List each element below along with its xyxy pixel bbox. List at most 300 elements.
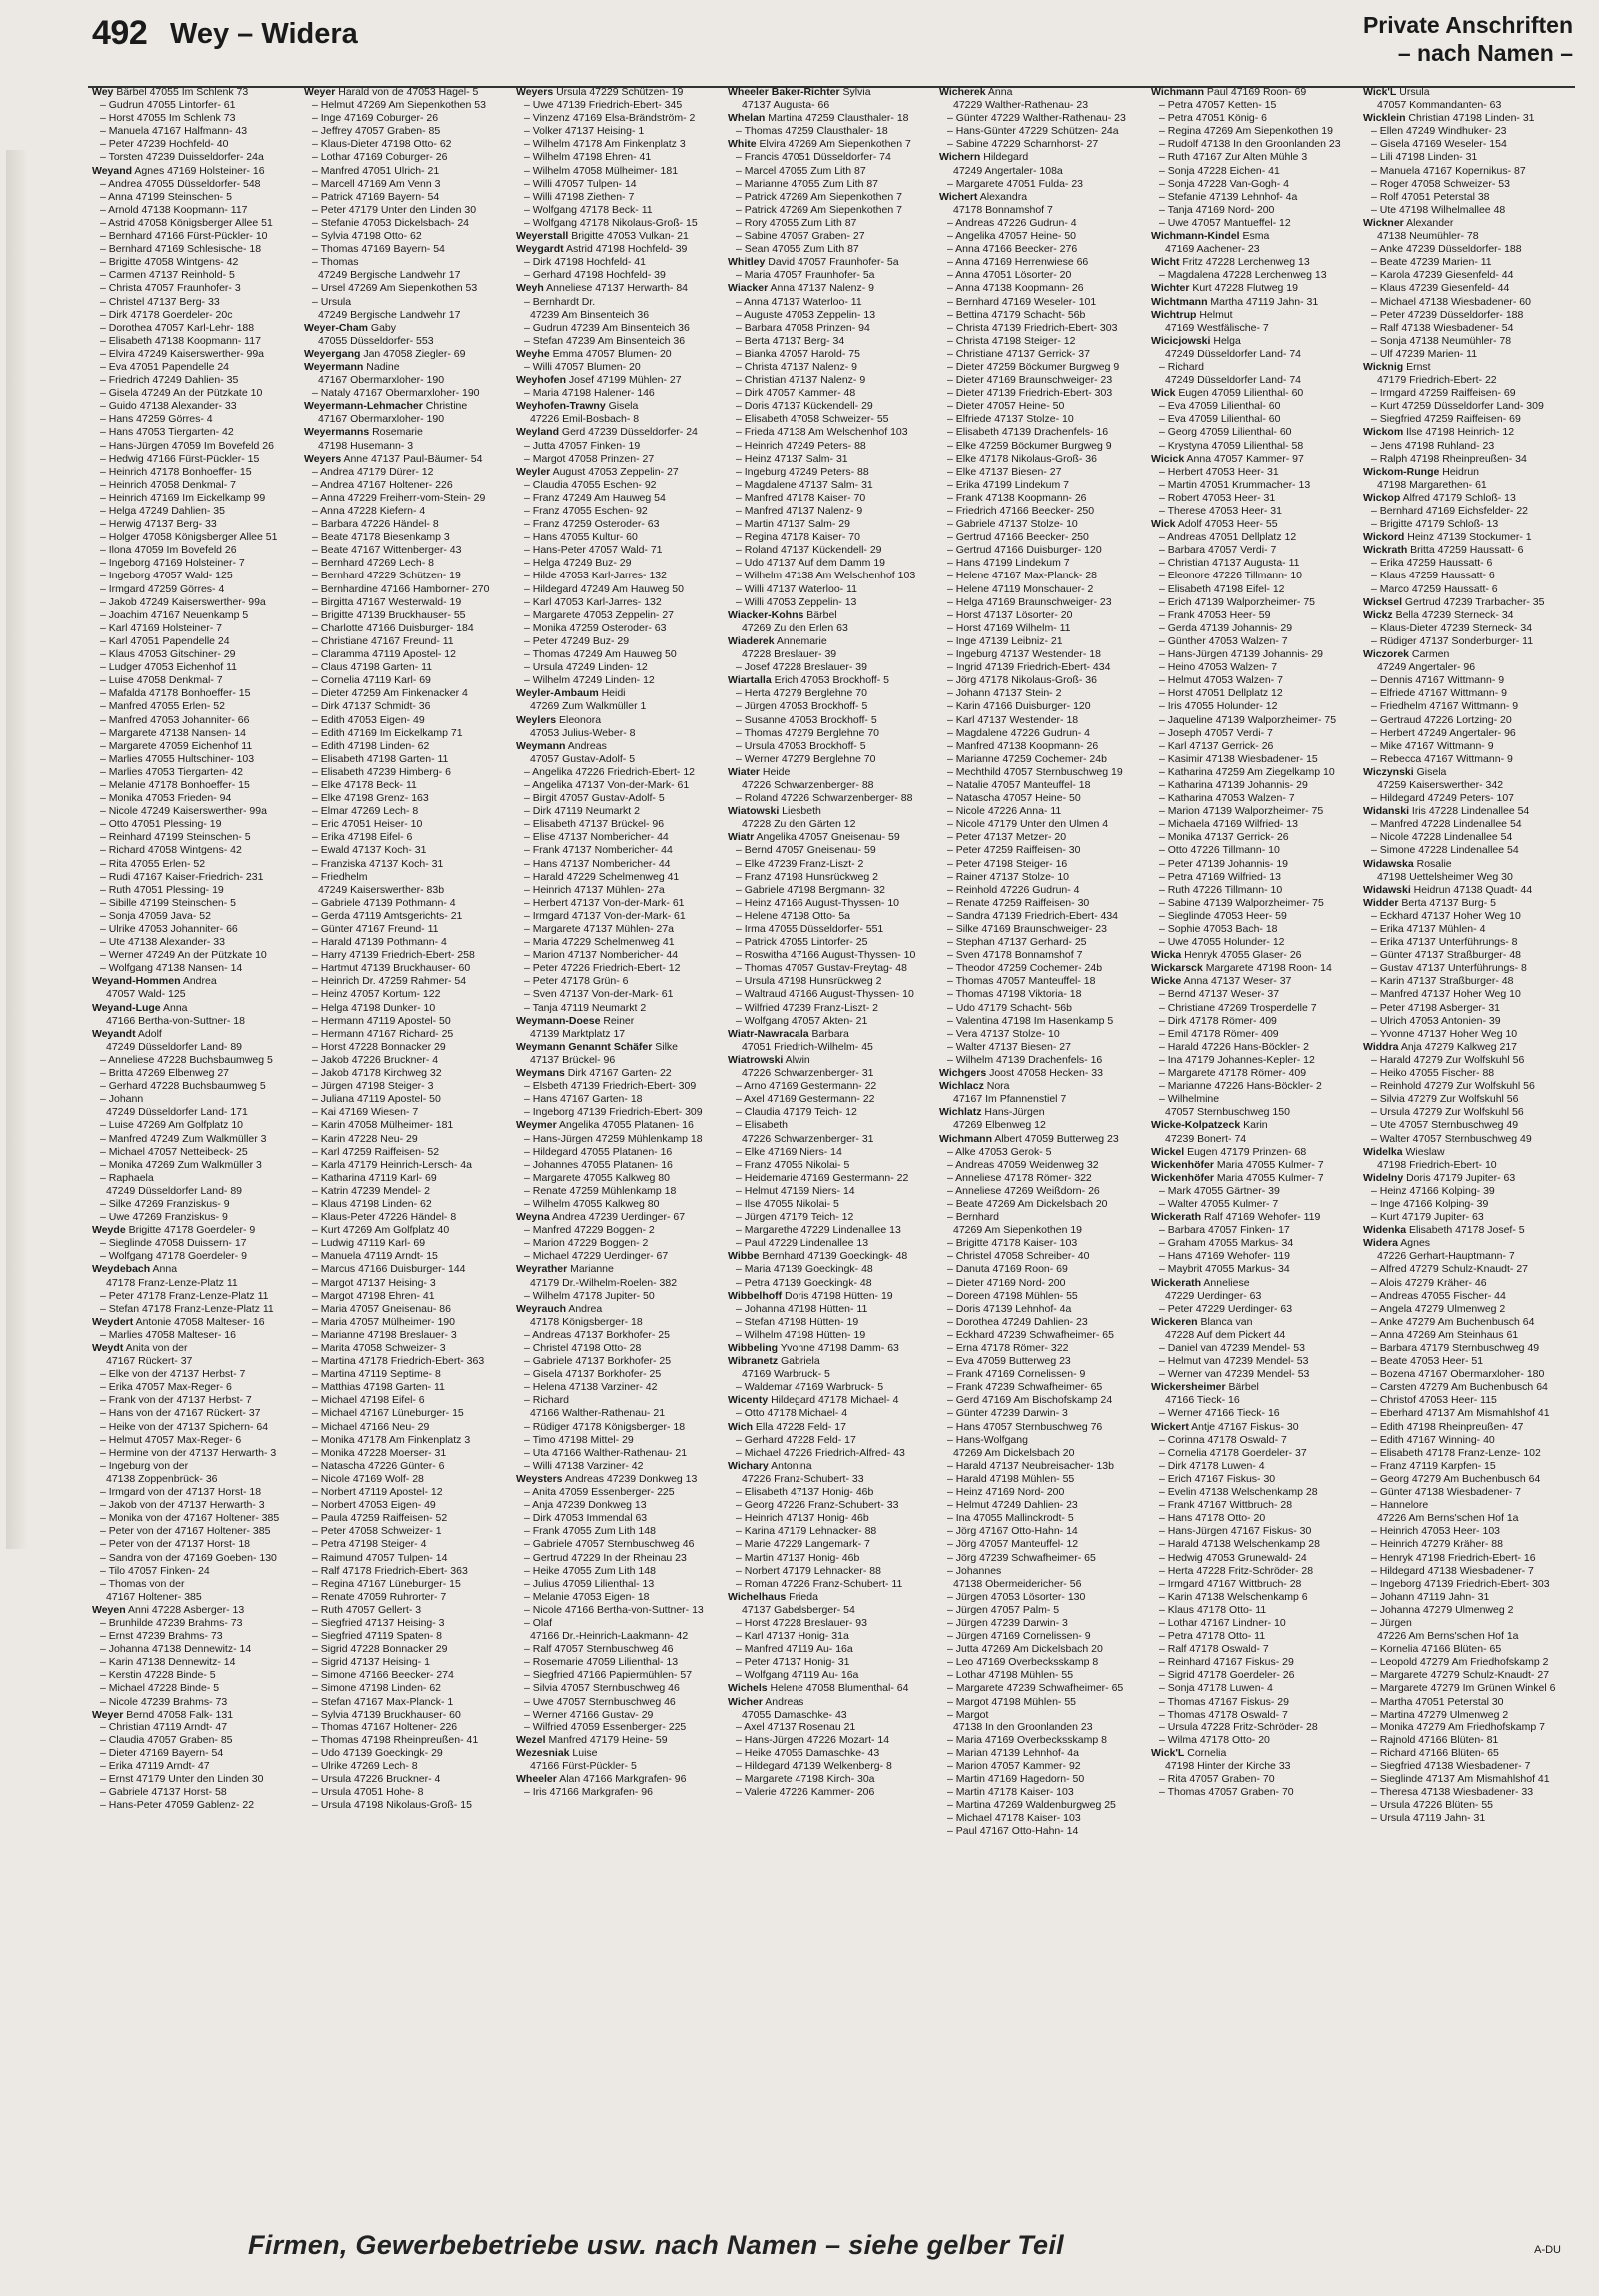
listing-text: – Bernhard 47229 Schützen- 19 — [312, 570, 461, 582]
listing-text: 47228 Breslauer- 39 — [742, 648, 837, 661]
listing-text: – Erich 47167 Fiskus- 30 — [1159, 1472, 1276, 1485]
listing-text: – Michael 47228 Binde- 5 — [100, 1682, 220, 1695]
listing-text: – Michael 47166 Neu- 29 — [312, 1420, 430, 1433]
listing-text: – Helene 47198 Otto- 5a — [736, 909, 850, 922]
listing-text: – Stefanie 47053 Dickelsbach- 24 — [312, 216, 470, 229]
listing-text: 47055 Düsseldorfer- 553 — [318, 334, 434, 347]
listing-entry — [1151, 440, 1359, 453]
listing-entry — [939, 1355, 1147, 1368]
listing-head-entry — [516, 1211, 724, 1224]
listing-entry — [304, 1093, 512, 1106]
listing-text: – Frank von der 47137 Herbst- 7 — [100, 1394, 252, 1407]
listing-entry — [728, 910, 935, 923]
listing-entry — [92, 1250, 300, 1263]
listing-text: 47167 Rückert- 37 — [106, 1355, 193, 1368]
listing-entry — [1151, 1656, 1359, 1669]
listing-text: – Jürgen 47053 Lösorter- 130 — [947, 1590, 1086, 1603]
listing-text: – Tanja 47119 Neumarkt 2 — [524, 1001, 647, 1014]
listing-entry — [728, 975, 935, 988]
listing-entry — [939, 374, 1147, 387]
listing-text: – Katharina 47053 Walzen- 7 — [1159, 792, 1295, 805]
listing-entry — [304, 910, 512, 923]
listing-entry — [92, 1041, 300, 1054]
listing-surname: Wiatr-Nawracala — [728, 1027, 809, 1040]
listing-text: – Waltraud 47166 August-Thyssen- 10 — [736, 988, 914, 1001]
listing-entry — [304, 1552, 512, 1565]
listing-entry — [1151, 1722, 1359, 1734]
listing-surname: Widawska — [1363, 857, 1414, 870]
listing-text: – Dirk 47198 Hochfeld- 41 — [524, 256, 646, 269]
listing-entry — [1151, 648, 1359, 661]
listing-text: Helene 47058 Blumenthal- 64 — [767, 1682, 909, 1695]
listing-surname: Wick'L — [1363, 86, 1397, 98]
listing-text: – Elfriede 47167 Wittmann- 9 — [1371, 687, 1507, 700]
listing-text: – Jaqueline 47139 Walporzheimer- 75 — [1159, 713, 1337, 726]
listing-text: – Hans-Jürgen 47139 Johannis- 29 — [1159, 648, 1324, 661]
listing-surname: Weyler — [516, 465, 551, 478]
listing-text: – Werner 47166 Tieck- 16 — [1159, 1407, 1280, 1420]
listing-text: – Peter 47239 Düsseldorfer- 188 — [1371, 308, 1524, 321]
listing-entry — [728, 1747, 935, 1760]
listing-entry — [1363, 936, 1571, 949]
listing-text: – Kurt 47259 Düsseldorfer Land- 309 — [1371, 400, 1544, 413]
listing-text: 47138 Zoppenbrück- 36 — [106, 1472, 218, 1485]
listing-text: – Udo 47139 Goeckingk- 29 — [312, 1746, 443, 1759]
listing-text: – Brigitte 47179 Schloß- 13 — [1371, 518, 1499, 531]
listing-head-entry — [728, 609, 935, 622]
listing-text: – Nicole 47169 Wolf- 28 — [312, 1472, 424, 1485]
listing-entry — [1363, 1054, 1571, 1067]
listing-text: 47138 Neumühler- 78 — [1377, 230, 1479, 243]
listing-text: David 47057 Fraunhofer- 5a — [765, 256, 899, 269]
listing-entry — [728, 1786, 935, 1799]
listing-text: – Martina 47279 Ulmenweg 2 — [1371, 1708, 1509, 1721]
listing-entry — [939, 1499, 1147, 1512]
listing-entry — [304, 1237, 512, 1250]
listing-entry — [1151, 583, 1359, 596]
listing-surname: Wickerath — [1151, 1211, 1202, 1224]
listing-entry — [728, 884, 935, 897]
listing-entry — [728, 544, 935, 557]
listing-surname: Wick — [1151, 518, 1176, 531]
listing-text: – Margarete 47137 Mühlen- 27a — [524, 923, 675, 935]
listing-entry — [939, 230, 1147, 243]
listing-surname: Wicklein — [1363, 112, 1406, 125]
listing-entry — [92, 1512, 300, 1525]
listing-entry — [304, 1316, 512, 1329]
listing-entry — [728, 99, 935, 112]
listing-text: – Jürgen 47057 Palm- 5 — [947, 1603, 1060, 1616]
listing-head-entry — [1363, 1172, 1571, 1185]
listing-entry — [728, 518, 935, 531]
listing-entry — [939, 1185, 1147, 1198]
listing-entry — [1363, 1015, 1571, 1028]
listing-entry — [304, 217, 512, 230]
listing-surname: Weyde — [92, 1224, 126, 1237]
listing-head-entry — [1151, 1119, 1359, 1132]
listing-entry — [304, 1172, 512, 1185]
listing-text: – Maybrit 47055 Markus- 34 — [1159, 1263, 1290, 1276]
listing-text: – Sandra von der 47169 Goeben- 130 — [100, 1551, 277, 1564]
listing-text: – Jürgen 47169 Cornelissen- 9 — [947, 1630, 1091, 1643]
listing-head-entry — [1151, 86, 1359, 99]
listing-text: Agnes — [1397, 1237, 1431, 1250]
listing-entry — [304, 1734, 512, 1747]
listing-entry — [92, 557, 300, 570]
listing-text: – Ludger 47053 Eichenhof 11 — [100, 661, 238, 674]
listing-text: – Hermann 47119 Apostel- 50 — [312, 1014, 451, 1027]
listing-text: – Thomas von der — [100, 1577, 185, 1590]
listing-text: Heinz 47139 Stockumer- 1 — [1404, 531, 1532, 544]
listing-text: – Peter 47198 Asberger- 31 — [1371, 1001, 1501, 1014]
listing-entry — [939, 282, 1147, 295]
listing-entry — [516, 1237, 724, 1250]
listing-entry — [92, 492, 300, 505]
listing-entry — [516, 988, 724, 1001]
listing-entry — [516, 1407, 724, 1420]
listing-entry — [1151, 217, 1359, 230]
listing-text: – Norbert 47053 Eigen- 49 — [312, 1499, 436, 1512]
listing-entry — [92, 674, 300, 687]
listing-entry — [728, 400, 935, 413]
listing-text: – Helmut 47249 Dahlien- 23 — [947, 1499, 1078, 1512]
listing-text: – Johannes 47055 Platanen- 16 — [524, 1158, 673, 1171]
listing-text: – Silvia 47057 Sternbuschweg 46 — [524, 1682, 680, 1695]
listing-entry — [92, 204, 300, 217]
listing-text: – Thomas 47259 Clausthaler- 18 — [736, 125, 888, 138]
listing-text: – Barbara 47226 Händel- 8 — [312, 518, 439, 531]
listing-entry — [1363, 282, 1571, 295]
listing-head-entry — [728, 805, 935, 818]
listing-entry — [92, 544, 300, 557]
listing-entry — [1363, 1342, 1571, 1355]
listing-text: – Graham 47055 Markus- 34 — [1159, 1237, 1294, 1250]
listing-entry — [1363, 125, 1571, 138]
listing-entry — [304, 1760, 512, 1773]
listing-text: Antje 47167 Fiskus- 30 — [1188, 1420, 1299, 1433]
listing-entry — [1363, 714, 1571, 727]
listing-entry — [1363, 727, 1571, 740]
listing-text: – Ingeborg 47139 Friedrich-Ebert- 309 — [524, 1106, 703, 1119]
listing-entry — [728, 1407, 935, 1420]
listing-entry — [728, 1643, 935, 1656]
listing-entry — [728, 740, 935, 753]
listing-text: 47226 Gerhart-Hauptmann- 7 — [1377, 1250, 1515, 1263]
listing-text: – Richard — [1159, 360, 1204, 373]
listing-text: Karin — [1240, 1119, 1268, 1132]
listing-surname: Wichels — [728, 1682, 768, 1695]
listing-text: – Maria 47229 Schelmenweg 41 — [524, 936, 675, 949]
listing-entry — [92, 413, 300, 426]
listing-text: – Wolfgang 47057 Akten- 21 — [736, 1014, 868, 1027]
listing-entry — [939, 99, 1147, 112]
listing-text: – Eleonore 47226 Tillmann- 10 — [1159, 570, 1303, 582]
listing-entry — [939, 243, 1147, 256]
listing-entry — [516, 492, 724, 505]
listing-text: – Günter 47138 Wiesbadener- 7 — [1371, 1486, 1522, 1499]
listing-entry — [516, 1133, 724, 1146]
listing-head-entry — [1363, 1237, 1571, 1250]
column-3 — [516, 86, 728, 2200]
listing-text: – Klaus-Peter 47226 Händel- 8 — [312, 1211, 457, 1224]
listing-text: – Hans-Jürgen 47167 Fiskus- 30 — [1159, 1525, 1312, 1538]
listing-entry — [1151, 1067, 1359, 1080]
listing-text: – Sieglinde 47058 Duissern- 17 — [100, 1237, 247, 1250]
listing-text: – Robert 47053 Heer- 31 — [1159, 491, 1276, 504]
listing-text: – Thomas 47178 Oswald- 7 — [1159, 1708, 1288, 1721]
listing-entry — [1151, 687, 1359, 700]
listing-text: – Michael 47138 Wiesbadener- 60 — [1371, 295, 1531, 308]
listing-text: Doris 47198 Hütten- 19 — [782, 1289, 893, 1302]
listing-text: – Michael 47229 Uerdinger- 67 — [524, 1250, 669, 1263]
listing-text: – Inge 47139 Leibniz- 21 — [947, 634, 1063, 647]
listing-entry — [92, 897, 300, 910]
listing-text: Gertrud 47239 Trarbacher- 35 — [1402, 595, 1545, 608]
listing-entry — [939, 269, 1147, 282]
listing-entry — [939, 1604, 1147, 1617]
listing-entry — [304, 1722, 512, 1734]
listing-text: – Dirk 47119 Neumarkt 2 — [524, 805, 640, 818]
listing-entry — [1151, 844, 1359, 857]
listing-text: 47226 Schwarzenberger- 88 — [742, 778, 874, 791]
listing-entry — [1151, 622, 1359, 635]
listing-text: 47178 Franz-Lenze-Platz 11 — [106, 1276, 238, 1289]
listing-entry — [304, 557, 512, 570]
listing-entry — [92, 1473, 300, 1486]
listing-text: – Harald 47198 Mühlen- 55 — [947, 1472, 1075, 1485]
listing-text: – Dorothea 47249 Dahlien- 23 — [947, 1315, 1088, 1328]
listing-entry — [728, 1080, 935, 1093]
listing-entry — [728, 178, 935, 191]
listing-text: – Ursula 47279 Zur Wolfskuhl 56 — [1371, 1106, 1524, 1119]
listing-entry — [304, 1381, 512, 1394]
listing-text: – Petra 47139 Goeckingk- 48 — [736, 1276, 872, 1289]
listing-entry — [92, 1656, 300, 1669]
listing-entry — [728, 792, 935, 805]
listing-text: Anna 47137 Weser- 37 — [1181, 975, 1292, 988]
listing-text: – Iris 47166 Markgrafen- 96 — [524, 1786, 653, 1799]
column-1 — [92, 86, 304, 2200]
listing-entry — [1363, 557, 1571, 570]
listing-text: – Helmut 47169 Niers- 14 — [736, 1184, 855, 1197]
listing-entry — [1363, 256, 1571, 269]
listing-text: Brigitte 47053 Vulkan- 21 — [568, 230, 689, 243]
listing-head-entry — [516, 1041, 724, 1054]
listing-head-entry — [516, 426, 724, 439]
listing-text: – Hans-Jürgen 47059 Im Bovefeld 26 — [100, 439, 274, 452]
listing-text: – Patrick 47269 Am Siepenkothen 7 — [736, 203, 902, 216]
listing-entry — [939, 923, 1147, 936]
listing-text: – Elmar 47269 Lech- 8 — [312, 805, 419, 818]
listing-entry — [92, 1552, 300, 1565]
listing-head-entry — [92, 975, 300, 988]
listing-text: 47178 Bonnamshof 7 — [953, 203, 1053, 216]
listing-text: – Marion 47137 Nombericher- 44 — [524, 949, 679, 962]
listing-text: – Ruth 47167 Zur Alten Mühle 3 — [1159, 151, 1308, 164]
listing-text: Marianne — [567, 1263, 614, 1276]
listing-entry — [1363, 1643, 1571, 1656]
listing-text: Gisela — [605, 400, 639, 413]
listing-text: – Bianka 47057 Harold- 75 — [736, 347, 860, 360]
listing-text: – Christel 47137 Berg- 33 — [100, 295, 220, 308]
listing-entry — [1151, 151, 1359, 164]
listing-text: – Udo 47137 Auf dem Damm 19 — [736, 557, 886, 570]
listing-text: Maria 47055 Kulmer- 7 — [1213, 1158, 1324, 1171]
listing-surname: Wiater — [728, 765, 760, 778]
listing-text: – Richard 47166 Blüten- 65 — [1371, 1746, 1499, 1759]
listing-head-entry — [92, 1263, 300, 1276]
listing-surname: Wickersheimer — [1151, 1381, 1226, 1394]
listing-text: – Erika 47137 Unterführungs- 8 — [1371, 936, 1518, 949]
listing-text: 47057 Sternbuschweg 150 — [1165, 1106, 1290, 1119]
listing-entry — [304, 479, 512, 492]
listing-text: – Irmgard von der 47137 Horst- 18 — [100, 1486, 262, 1499]
listing-entry — [939, 1682, 1147, 1695]
listing-text: – Bernd 47057 Gneisenau- 59 — [736, 844, 876, 857]
listing-text: – Irmgard 47259 Raiffeisen- 69 — [1371, 387, 1516, 400]
listing-entry — [728, 1734, 935, 1747]
listing-text: Adolf 47053 Heer- 55 — [1175, 518, 1278, 531]
listing-text: – Iris 47055 Holunder- 12 — [1159, 700, 1278, 713]
listing-head-entry — [1151, 1316, 1359, 1329]
listing-entry — [939, 1015, 1147, 1028]
listing-entry — [939, 1263, 1147, 1276]
listing-text: – Carmen 47137 Reinhold- 5 — [100, 269, 235, 282]
listing-entry — [1363, 1682, 1571, 1695]
listing-text: – Bernhard 47169 Eichsfelder- 22 — [1371, 505, 1529, 517]
listing-text: 47137 Gabelsberger- 54 — [742, 1603, 855, 1616]
listing-entry — [92, 269, 300, 282]
listing-text: – Manfred 47228 Lindenallee 54 — [1371, 818, 1522, 831]
region-code: A-DU — [1534, 2244, 1561, 2256]
listing-text: – Gabriele 47057 Sternbuschweg 46 — [524, 1538, 695, 1551]
listing-text: Anneliese 47137 Herwarth- 84 — [543, 282, 689, 295]
listing-text: – Ute 47198 Wilhelmallee 48 — [1371, 203, 1506, 216]
listing-text: – Heinrich Dr. 47259 Rahmer- 54 — [312, 975, 467, 988]
listing-entry — [304, 256, 512, 269]
listing-text: – Margarete 47279 Schulz-Knaudt- 27 — [1371, 1669, 1550, 1682]
listing-text: – Gertrud 47166 Beecker- 250 — [947, 531, 1089, 544]
listing-surname: Wichter — [1151, 282, 1190, 295]
listing-head-entry — [1363, 648, 1571, 661]
listing-head-entry — [92, 1604, 300, 1617]
listing-entry — [304, 1067, 512, 1080]
listing-text: – Gisela 47249 An der Pützkate 10 — [100, 387, 263, 400]
listing-entry — [1151, 112, 1359, 125]
listing-entry — [516, 1329, 724, 1342]
listing-text: – Sabine 47229 Scharnhorst- 27 — [947, 138, 1099, 151]
listing-text: – Gertrud 47229 In der Rheinau 23 — [524, 1551, 687, 1564]
listing-text: – Barbara 47057 Finken- 17 — [1159, 1224, 1290, 1237]
listing-text: 47137 Brückel- 96 — [530, 1053, 616, 1066]
listing-entry — [1363, 1421, 1571, 1434]
listing-text: – Christel 47198 Otto- 28 — [524, 1342, 642, 1354]
listing-entry — [939, 635, 1147, 648]
footer-note: Firmen, Gewerbebetriebe usw. nach Namen – siehe gelber Teil — [248, 2230, 1064, 2260]
listing-entry — [1363, 1538, 1571, 1551]
listing-entry — [92, 1093, 300, 1106]
listing-entry — [728, 230, 935, 243]
listing-entry — [1151, 400, 1359, 413]
listing-head-entry — [92, 1709, 300, 1722]
listing-text: – Anna 47166 Beecker- 276 — [947, 243, 1078, 256]
listing-text: – Heike 47055 Zum Lith 148 — [524, 1564, 656, 1577]
listing-text: – Monika 47178 Am Finkenplatz 3 — [312, 1433, 471, 1446]
listing-entry — [1151, 570, 1359, 582]
listing-text: – Christiane 47137 Gerrick- 37 — [947, 347, 1090, 360]
listing-entry — [1363, 570, 1571, 582]
listing-text: Britta 47259 Haussatt- 6 — [1407, 544, 1524, 557]
listing-entry — [1363, 1591, 1571, 1604]
listing-entry — [516, 387, 724, 400]
listing-text: – Wilhelm 47198 Hütten- 19 — [736, 1328, 866, 1341]
listing-text: – Martina 47178 Friedrich-Ebert- 363 — [312, 1355, 485, 1368]
listing-text: Elisabeth 47178 Josef- 5 — [1406, 1224, 1525, 1237]
listing-surname: Wichern — [939, 151, 981, 164]
listing-text: – Timo 47198 Mittel- 29 — [524, 1433, 634, 1446]
listing-text: – Angela 47279 Ulmenweg 2 — [1371, 1302, 1506, 1315]
listing-entry — [1151, 361, 1359, 374]
listing-text: – Martin 47137 Salm- 29 — [736, 518, 850, 531]
listing-text: – Helene 47167 Max-Planck- 28 — [947, 570, 1098, 582]
listing-entry — [516, 779, 724, 792]
listing-text: – Marlies 47053 Tiergarten- 42 — [100, 765, 243, 778]
listing-entry — [939, 1172, 1147, 1185]
listing-entry — [304, 1525, 512, 1538]
listing-entry — [728, 779, 935, 792]
listing-entry — [304, 99, 512, 112]
listing-entry — [939, 557, 1147, 570]
listing-entry — [939, 779, 1147, 792]
column-6 — [1151, 86, 1363, 2200]
listing-text: – Willi 47057 Tulpen- 14 — [524, 177, 637, 190]
listing-text: – Elisabeth 47239 Himberg- 6 — [312, 765, 451, 778]
listing-text: – Leopold 47279 Am Friedhofskamp 2 — [1371, 1656, 1549, 1669]
listing-text: – Corinna 47178 Oswald- 7 — [1159, 1433, 1287, 1446]
listing-text: – Thomas 47057 Gustav-Freytag- 48 — [736, 962, 907, 975]
listing-entry — [939, 753, 1147, 766]
listing-text: – Henryk 47198 Friedrich-Ebert- 16 — [1371, 1551, 1536, 1564]
listing-entry — [939, 1237, 1147, 1250]
listing-surname: Weyand — [92, 164, 133, 177]
listing-text: – Sonja 47138 Neumühler- 78 — [1371, 334, 1512, 347]
listing-entry — [304, 1263, 512, 1276]
listing-entry — [728, 1617, 935, 1630]
listing-entry — [516, 1643, 724, 1656]
listing-text: – Horst 47137 Lösorter- 20 — [947, 608, 1073, 621]
listing-text: – Karina 47179 Lehnacker- 88 — [736, 1525, 877, 1538]
listing-entry — [92, 531, 300, 544]
listing-text: Margarete 47198 Roon- 14 — [1202, 962, 1332, 975]
listing-text: – Theodor 47259 Cochemer- 24b — [947, 962, 1103, 975]
listing-text: – Uwe 47139 Friedrich-Ebert- 345 — [524, 99, 683, 112]
listing-entry — [939, 165, 1147, 178]
listing-entry — [939, 518, 1147, 531]
listing-entry — [728, 296, 935, 309]
listing-text: 47057 Kommandanten- 63 — [1377, 99, 1502, 112]
listing-surname: Wichlacz — [939, 1080, 984, 1093]
listing-entry — [1363, 440, 1571, 453]
listing-text: 47169 Westfälische- 7 — [1165, 321, 1269, 334]
listing-entry — [728, 1604, 935, 1617]
name-range: Wey – Widera — [170, 18, 358, 50]
listing-entry — [1151, 1263, 1359, 1276]
listing-entry — [516, 1054, 724, 1067]
listing-surname: Weyerstall — [516, 230, 569, 243]
listing-entry — [1151, 1486, 1359, 1499]
listing-text: – Margot 47198 Ehren- 41 — [312, 1289, 435, 1302]
listing-text: – Eva 47059 Butterweg 23 — [947, 1355, 1071, 1368]
